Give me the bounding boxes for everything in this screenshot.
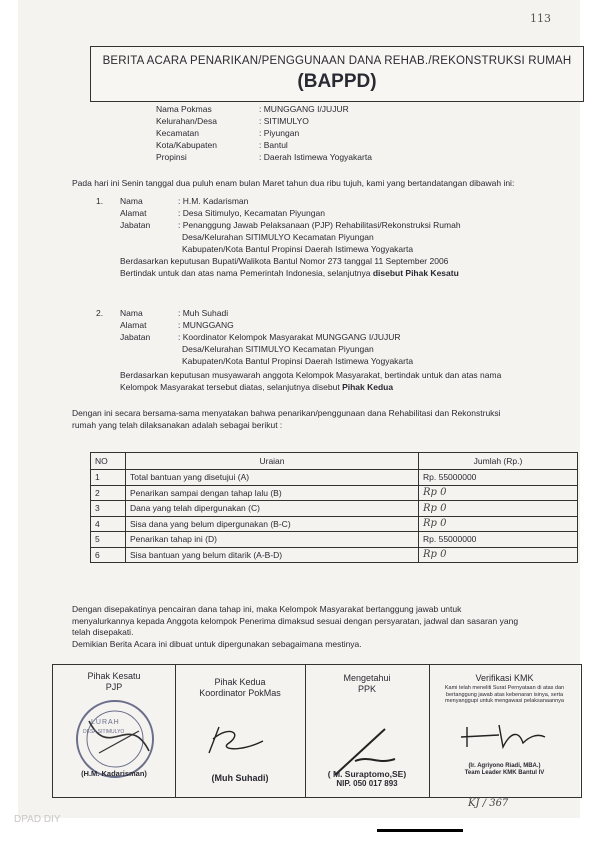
- document-title: BERITA ACARA PENARIKAN/PENGGUNAAN DANA REHAB./REKONSTRUKSI RUMAH: [102, 55, 572, 67]
- verification-note: Kami telah meneliti Surat Pernyataan di atas dan bertanggung jawab atas kebenaran isinya, serta menyanggupi untuk mengawasi pelaksanaannya: [444, 685, 565, 704]
- header-uraian: Uraian: [126, 453, 419, 470]
- signer-kadarisman: (H.M. Kadarisman): [81, 769, 147, 778]
- signature-pihak-kedua: Pihak Kedua Koordinator PokMas (Muh Suhadi): [175, 665, 306, 797]
- signer-agriyono: (Ir. Agriyono Riadi, MBA.): [468, 763, 541, 769]
- watermark: DPAD DIY: [14, 814, 61, 825]
- table-row: 2 Penarikan sampai dengan tahap lalu (B) Rp 0: [91, 485, 578, 501]
- table-row: 6 Sisa bantuan yang belum ditarik (A-B-D) Rp 0: [91, 547, 578, 563]
- stamp-sublabel: DESA SITIMULYO: [83, 729, 125, 735]
- table-row: 4 Sisa dana yang belum dipergunakan (B-C) Rp 0: [91, 516, 578, 532]
- intro-paragraph: Pada hari ini Senin tanggal dua puluh enam bulan Maret tahun dua ribu tujuh, kami yang bertandatangan dibawah ini:: [72, 178, 515, 188]
- header-jumlah: Jumlah (Rp.): [419, 453, 578, 470]
- signature-mark-icon: [459, 717, 549, 753]
- header-no: NO: [91, 453, 126, 470]
- meta-row: Kecamatan : Piyungan: [156, 128, 300, 138]
- party-two: 2. Nama : Muh Suhadi Alamat : MUNGGANG Jabatan : Koordinator Kelompok Masyarakat MUNGGANG I/JUJUR Desa/Kelurahan SITIMULYO Kecamatan Piyungan Kabupaten/Kota Bantul Propinsi Daerah Istimewa Yogyakarta Berdasarkan keputusan musyawarah anggota Kelompok Masyarakat, bertindak untuk dan atas nama Kelompok Masyarakat tersebut diatas, selanjutnya disebut Pihak Kedua: [96, 308, 502, 392]
- funds-table: [90, 452, 578, 563]
- stamp-label: LURAH: [91, 719, 120, 726]
- handwritten-reference: KJ / 367: [468, 798, 509, 809]
- document-page: [18, 0, 580, 818]
- signature-pihak-kesatu: Pihak Kesatu PJP LURAH DESA SITIMULYO (H.M. Kadarisman): [53, 665, 176, 797]
- signature-mark-icon: [199, 719, 279, 759]
- party-two-number: 2.: [96, 308, 104, 318]
- meta-row: Nama Pokmas : MUNGGANG I/JUJUR: [156, 104, 349, 114]
- signature-block: [52, 664, 582, 798]
- document-abbreviation: (BAPPD): [297, 71, 377, 92]
- signature-ppk: Mengetahui PPK ( M. Suraptomo,SE) NIP. 050 017 893: [305, 665, 430, 797]
- bottom-bar: [377, 829, 463, 832]
- signature-kmk: Verifikasi KMK Kami telah meneliti Surat Pernyataan di atas dan bertanggung jawab atas kebenaran isinya, serta menyanggupi untuk mengawasi pelaksanaannya (Ir. Agriyono Riadi, MBA.) Team Leader KMK Bantul IV: [429, 665, 580, 797]
- table-row: 1 Total bantuan yang disetujui (A) Rp. 55000000: [91, 470, 578, 486]
- signer-nip: NIP. 050 017 893: [336, 779, 398, 788]
- meta-row: Kota/Kabupaten : Bantul: [156, 140, 288, 150]
- signer-suraptomo: ( M. Suraptomo,SE): [327, 769, 407, 779]
- meta-row: Kelurahan/Desa : SITIMULYO: [156, 116, 309, 126]
- table-row: 5 Penarikan tahap ini (D) Rp. 55000000: [91, 532, 578, 548]
- party-one-name: : H.M. Kadarisman: [178, 196, 249, 206]
- closing-paragraph: Dengan disepakatinya pencairan dana tahap ini, maka Kelompok Masyarakat bertanggung jawab untuk menyalurkannya kepada Anggota kelompok Penerima dimaksud sesuai dengan persyaratan, jadwal dan sasaran yang telah disepakati. Demikian Berita Acara ini dibuat untuk dipergunakan sebagaimana mestinya.: [72, 604, 519, 649]
- statement-paragraph: Dengan ini secara bersama-sama menyatakan bahwa penarikan/penggunaan dana Rehabilitasi dan Rekonstruksi rumah yang telah dilaksanakan adalah sebagai berikut :: [72, 408, 501, 430]
- page-number: 113: [530, 12, 551, 25]
- pokmas-info: [156, 104, 456, 166]
- party-two-name: : Muh Suhadi: [178, 308, 229, 318]
- table-header-row: [91, 453, 578, 470]
- official-stamp-icon: [59, 691, 167, 781]
- title-box: [90, 46, 584, 102]
- signer-role: Team Leader KMK Bantul IV: [464, 770, 545, 776]
- signer-suhadi: (Muh Suhadi): [211, 773, 269, 783]
- table-row: 3 Dana yang telah dipergunakan (C) Rp 0: [91, 501, 578, 517]
- party-one-number: 1.: [96, 196, 104, 206]
- party-one: 1. Nama : H.M. Kadarisman Alamat : Desa Sitimulyo, Kecamatan Piyungan Jabatan : Penanggung Jawab Pelaksanaan (PJP) Rehabilitasi/Rekonstruksi Rumah Desa/Kelurahan SITIMULYO Kecamatan Piyungan Kabupaten/Kota Bantul Propinsi Daerah Istimewa Yogyakarta Berdasarkan keputusan Bupati/Walikota Bantul Nomor 273 tanggal 11 September 2006 Bertindak untuk dan atas nama Pemerintah Indonesia, selanjutnya disebut Pihak Kesatu: [96, 196, 461, 278]
- meta-row: Propinsi : Daerah Istimewa Yogyakarta: [156, 152, 372, 162]
